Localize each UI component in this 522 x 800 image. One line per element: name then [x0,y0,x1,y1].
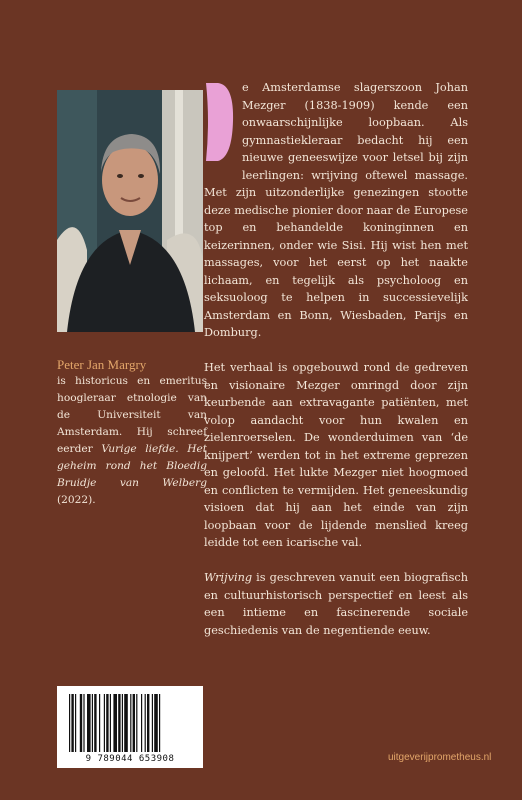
barcode-bar [80,694,82,752]
barcode-bar [110,694,111,752]
barcode-bar [122,694,123,752]
barcode-bar [83,694,84,752]
barcode-bar [133,694,135,752]
barcode-bar [145,694,146,752]
barcode-bar [136,694,137,752]
author-bio-title: Vurige liefde. Het geheim rond het Bloedig Bruidje van Welberg [57,443,207,489]
barcode-bar [87,694,91,752]
barcode-bar [71,694,73,752]
blurb [204,79,468,657]
barcode-bar [99,694,100,752]
author-bio-year: (2022). [57,494,96,506]
blurb-paragraph-1 [204,79,468,342]
barcode-bar [104,694,105,752]
barcode-bar [113,694,117,752]
blurb-paragraph-3-text: is geschreven vanuit een biografisch en cultuurhistorisch perspectief en leest als een intieme en fascinerende sociale geschiedenis van de negentiende eeuw. [204,571,468,637]
author-bio-text: is historicus en emeritus hoogleraar etnologie van de Universiteit van Amsterdam. Hij schreef eerder [57,375,207,455]
author-name: Peter Jan Margry [57,357,147,372]
barcode-bar [92,694,93,752]
blurb-paragraph-3 [204,569,468,639]
barcode-bar [75,694,76,752]
barcode-bar [159,694,160,752]
dropcap [204,81,234,169]
blurb-paragraph-1-text: e Amsterdamse slagerszoon Johan Mezger (1838-1909) kende een onwaarschijnlijke loopbaan. Als gymnastiekleraar bedacht hij een nieuwe geneeswijze voor letsel bij zijn leerlingen: wrijving oftewel massage. Met zijn uitzonderlijke genezingen stootte deze medische pionier door naar de Europese top en behandelde koninginnen en keizerinnen, onder wie Sisi. Hij wist hen met massages, voor het eerst op het naakte lichaam, en tegelijk als psycholoog en seksuoloog te helpen in successievelijk Amsterdam en Bonn, Wiesbaden, Parijs en Domburg. [204,81,468,339]
isbn-barcode [57,686,203,768]
book-title: Wrijving [204,571,253,584]
barcode-bar [147,694,149,752]
barcode-bar [124,694,128,752]
blurb-paragraph-2: Het verhaal is opgebouwd rond de gedreven en visionaire Mezger omringd door zijn keurbende aan extravagante patiënten, met volop aandacht voor hun kwalen en zielenroerselen. De wonderduimen van ‘de knijpert’ werden tot in het extreme geprezen en geloofd. Het lukte Mezger niet hoogmoed en conflicten te vermijden. Het geneeskundig visioen dat hij aan het einde van zijn loopbaan voor de lijdende menslied kreeg leidde tot een icarische val. [204,361,468,549]
author-bio [57,373,207,509]
author-info [57,356,207,509]
barcode-bar [154,694,158,752]
barcode-bar [94,694,96,752]
publisher-url[interactable]: uitgeverijprometheus.nl [388,752,492,763]
barcode-bar [118,694,120,752]
barcode-bar [130,694,131,752]
barcode-bar [106,694,108,752]
author-photo [57,90,203,332]
barcode-bar [69,694,70,752]
barcode-bar [152,694,153,752]
barcode-bar [141,694,142,752]
isbn-number: 9 789044 653908 [85,754,175,764]
